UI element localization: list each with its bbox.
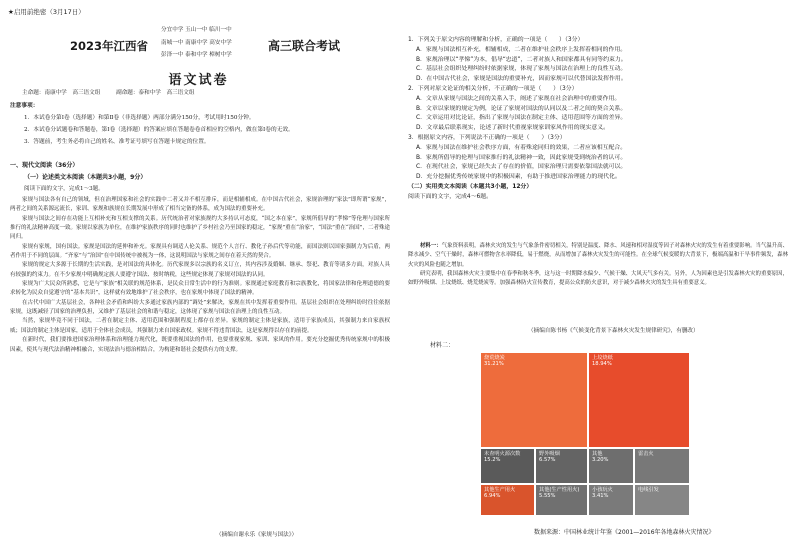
treemap-cell [588, 448, 634, 484]
question-stem: 2．下列对原文论证的相关分析，不正确的一项是（ ）（3分） [408, 85, 578, 92]
subsection-title: （一）论述类文本阅读（本题共3小题，9分） [24, 174, 147, 181]
passage-paragraph: 家规与国法之间存在功能上互相补充和互相支撑的关系。历代统治者对家族规约大多持认可态度，“国之本在家”，家规所倡导的“孝悌”等伦理与国家所推行的礼法精神高度一致。家规以家族为单位，在维护家族秩序的同时也维护了乡村社会乃至国家的稳定，“家规”重在“治家”，“国法”重在“治国”，二者殊途同归。 [10, 215, 390, 241]
cell-label: 未查明火源次数 [484, 451, 521, 457]
treemap-cell [480, 484, 535, 516]
answer-option: D．充分挖掘优秀传统家规中的积极因素，有助于推进国家治理能力的现代化。 [416, 174, 621, 181]
question-stem: 1．下列关于原文内容的理解和分析，正确的一项是（ ）（3分） [408, 37, 584, 43]
treemap-cell [480, 448, 535, 484]
treemap-cell [535, 448, 588, 484]
material-paragraph: 研究表明，我国森林火灾主要集中在春季和秋冬季，这与这一时期降水偏少、气候干燥、大风天气多有关。另外，人为因素也是引发森林火灾的重要原因，如野外吸烟、上坟烧纸、烧荒烧炭等。加强森林防火宣传教育，提高公众的防火意识，对于减少森林火灾的发生具有重要意义。 [408, 270, 788, 287]
secret-label: ★启用前绝密（3月17日） [8, 8, 85, 16]
cell-label: 小孩玩火 [592, 487, 613, 493]
treemap-cell [634, 448, 690, 484]
data-source: 数据来源：中国林业统计年鉴《2001—2016年各地森林火灾情况》 [534, 529, 715, 536]
cell-value: 3.41% [592, 493, 609, 500]
answer-option: D．在中国古代社会，家规是国法的重要补充，因而家规可以代替国法发挥作用。 [416, 76, 627, 83]
sub-setter: 副命题：泰和中学 高三语文组 [116, 90, 195, 96]
cell-label: 上坟烧纸 [592, 355, 613, 361]
note-item: 2．本试卷分试题卷和答题卷，第Ⅰ卷（选择题）的答案应填在答题卷卷首相应的空格内，做在第Ⅰ卷的无效。 [24, 127, 294, 133]
questions-block [408, 36, 788, 203]
school-line: 南城一中 南康中学 高安中学 [161, 39, 232, 46]
answer-option: A．家规与国法相互补充，相辅相成，二者在维护社会秩序上发挥着相同的作用。 [416, 46, 627, 53]
section-instruction: 阅读下面的文字，完成4～6题。 [408, 193, 493, 200]
passage-paragraph: 在新时代，我们要推进国家治理体系和治理能力现代化，既要重视国法的作用，也要重视家规、家训、家风的作用。要充分挖掘优秀传统家规中的积极因素，使其与现代法治精神相融合，实现法治与德治相结合，为构建和谐社会提供有力的支撑。 [10, 337, 390, 353]
exam-year-province: 2023年江西省 [70, 39, 149, 53]
passage-1 [10, 196, 390, 355]
cell-label: 雷击火 [638, 451, 654, 457]
treemap-cell [588, 352, 690, 448]
cell-value: 5.55% [539, 493, 556, 500]
material-source: （摘编自陈书杨《气候变化背景下森林火灾发生规律研究》，有删改） [528, 328, 699, 334]
cell-label: 其他 [592, 451, 603, 457]
answer-option: B．文章以家规的规定为例，论证了家规对国法的认同以及二者之间的契合关系。 [416, 105, 627, 112]
cell-value: 18.94% [592, 361, 612, 368]
answer-option: B．家规所倡导的伦理与国家推行的礼法精神一致，因此家规受到统治者的认可。 [416, 154, 627, 161]
cell-value: 15.2% [484, 457, 501, 464]
setters-line [22, 88, 392, 96]
material-text: 气象资料表明，森林火灾的发生与气象条件密切相关，特别是温度、降水、风速和相对湿度等因子对森林火灾的发生有着重要影响。当气温升高、降水减少、空气干燥时，森林可燃物含水率降低，易于燃烧，从而增加了森林火灾发生的可能性。在全球气候变暖的大背景下，极端高温和干旱事件频发，森林火灾的风险也随之增加。 [408, 243, 788, 268]
main-setter: 主命题：南康中学 高三语文组 [22, 90, 101, 96]
treemap-cell [588, 484, 634, 516]
school-line: 分宜中学 玉山一中 临川一中 [161, 27, 232, 33]
cell-label: 其他(生产性用火) [539, 487, 580, 493]
question-stem: 3．根据原文内容，下列说法不正确的一项是（ ）（3分） [408, 134, 566, 141]
material-1 [408, 242, 788, 288]
passage-paragraph: 家规有家规，国有国法。家规是国法的延伸和补充。家规具有调适人伦关系、规范个人言行、教化子孙后代等功能，而国法则以国家强制力为后盾，两者作用于不同的层面。“齐家”与“治国”在中国传统中被视为一体，这说明国法与家规之间存在着天然的契合。 [10, 243, 390, 260]
answer-option: D．文章最后联系现实，论述了新时代重视家规家训家风作用的现实意义。 [416, 125, 610, 132]
treemap-cell [634, 484, 690, 516]
passage-source: （摘编自谢永乐《家规与国法》） [216, 532, 298, 538]
material-paragraph [408, 242, 788, 270]
cell-label: 烧荒烧炭 [484, 355, 505, 361]
passage-paragraph: 家规的规定大多源于长期的生活实践，是对国法的具体化。历代家规多以宗族的名义订立，其内容涉及婚姻、继承、祭祀、教育等诸多方面，对族人具有较强的约束力。在不少家规中明确规定族人要遵守国法、按时纳税，这些规定体现了家规对国法的认同。 [10, 262, 390, 278]
material-label: 材料一： [420, 243, 442, 249]
note-item: 3．答题前，考生务必将自己的姓名、准考证号填写在答题卡规定的位置。 [24, 139, 210, 145]
answer-option: A．文章从家规与国法之间的关系入手，阐述了家规在社会治理中的重要作用。 [416, 95, 621, 102]
section-title: （二）实用类文本阅读（本题共3小题，12分） [408, 183, 533, 190]
cell-label: 其他生产用火 [484, 487, 516, 493]
answer-option: C．在现代社会，家规已经失去了存在的价值，国家治理只需要依靠国法就可以。 [416, 164, 627, 171]
note-item: 1．本试卷分第Ⅰ卷（选择题）和第Ⅱ卷（非选择题）两部分满分150分，考试用时150分钟。 [24, 115, 255, 121]
subject-title: 语文试卷 [168, 73, 229, 88]
section-instruction: 阅读下面的文字，完成1～3题。 [24, 186, 104, 192]
answer-option: C．文章运用对比论证，指出了家规与国法在制定主体、适用范围等方面的差异。 [416, 115, 627, 122]
passage-paragraph: 家规与国法各有自己的领域，但在治理国家和社会的实践中二者又并不相互排斥，而是相辅相成。在中国古代社会，家规治理的“家法”即所谓“家规”，两者之间的关系源远流长，家训、家规和族规在长期发展中形成了相当完备的体系，成为国法的重要补充。 [10, 197, 390, 213]
passage-paragraph: 在古代中国广大基层社会，各种社会矛盾和纠纷大多通过家族内部的“调处”来解决，家规在其中发挥着重要作用。基层社会组织在处理纠纷时往往依据家规，这既减轻了国家的治理负担，又维护了基层社会的和谐与稳定，这体现了家规与国法在治理上的良性互动。 [10, 299, 390, 316]
passage-paragraph: 当然，家规毕竟不同于国法，二者在制定主体、适用范围和强制程度上都存在差异。家规的制定主体是家族，适用于家族成员，其强制力来自家族权威；国法的制定主体是国家，适用于全体社会成员，其强制力来自国家政权。家规不得违背国法，这是家规得以存在的前提。 [10, 318, 390, 334]
passage-paragraph: 家规为广大民众所熟悉，它是与“家族”相关联的规范体系，是民众日常生活中的行为准则。家规通过家庭教育和宗族教化，将国家法律和伦理道德的要求转化为民众自觉遵守的“基本共识”，这样就有效地维护了社会秩序，也在家规中体现了国法的精神。 [10, 281, 390, 297]
cell-value: 6.94% [484, 493, 501, 500]
school-line: 彭泽一中 泰和中学 樟树中学 [161, 52, 232, 58]
fire-cause-treemap [480, 352, 690, 516]
answer-option: A．家规与国法在维护社会秩序方面，有着殊途同归的效果，二者应该相互配合。 [416, 144, 627, 151]
cell-label: 电线引发 [638, 487, 659, 493]
exam-notes [10, 100, 390, 148]
cell-value: 6.57% [539, 457, 556, 464]
answer-option: C．基层社会组织处理纠纷时依据家规，体现了家规与国法在治理上的良性互动。 [416, 66, 627, 73]
material-2-label: 材料二： [430, 342, 455, 349]
school-list [161, 24, 232, 62]
treemap-cell [535, 484, 588, 516]
cell-label: 野外吸烟 [539, 451, 560, 457]
notes-title: 注意事项： [10, 103, 39, 109]
cell-value: 3.20% [592, 457, 609, 464]
exam-title: 高三联合考试 [268, 39, 341, 53]
section-title: 一、现代文阅读（36分） [10, 162, 79, 169]
answer-option: B．家规治理以“孝悌”为本，倡导“忠道”，二者对族人和国家都具有同等约束力。 [416, 56, 627, 63]
treemap-cell [480, 352, 588, 448]
cell-value: 31.21% [484, 361, 504, 368]
